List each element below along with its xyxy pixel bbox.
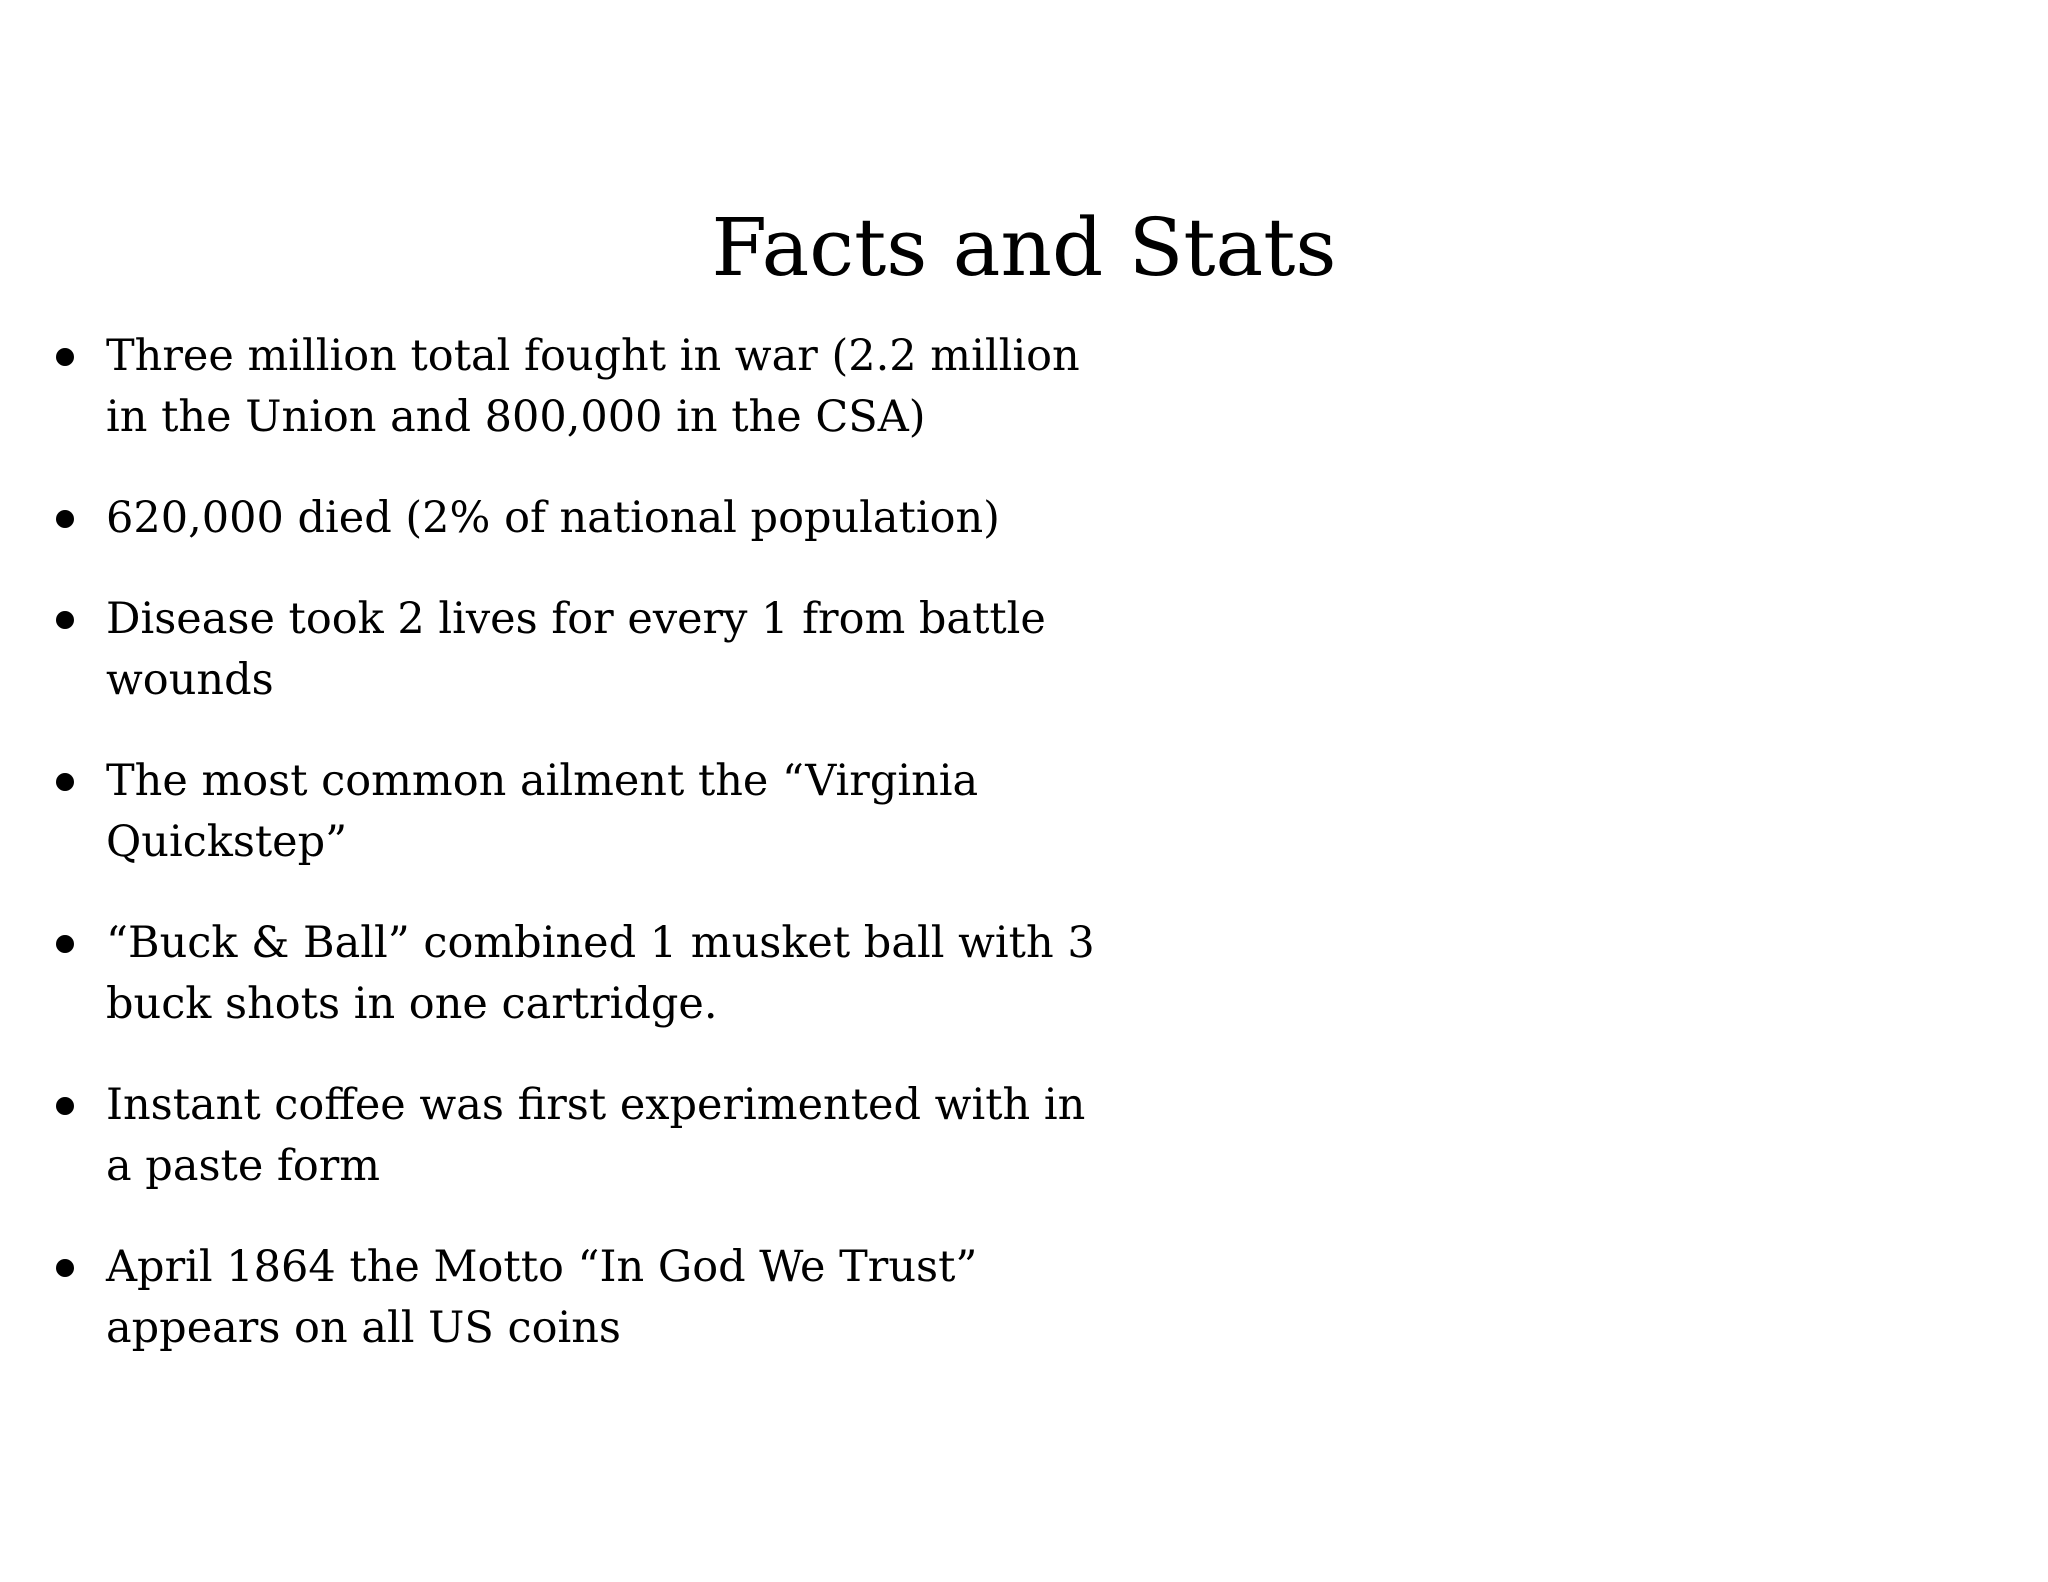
bullet-text: Instant coffee was first experimented with in a paste form xyxy=(106,1080,1086,1191)
bullet-item xyxy=(50,326,1100,448)
bullet-item xyxy=(50,751,1100,873)
bullet-dot-icon xyxy=(56,1097,74,1115)
bullet-item xyxy=(50,488,1100,549)
bullet-text: “Buck & Ball” combined 1 musket ball with 3 buck shots in one cartridge. xyxy=(106,918,1095,1029)
bullet-dot-icon xyxy=(56,935,74,953)
bullet-dot-icon xyxy=(56,348,74,366)
bullet-text: Disease took 2 lives for every 1 from battle wounds xyxy=(106,594,1046,705)
bullet-item xyxy=(50,1237,1100,1359)
bullet-dot-icon xyxy=(56,611,74,629)
bullet-dot-icon xyxy=(56,510,74,528)
bullet-item xyxy=(50,1075,1100,1197)
bullet-text: The most common ailment the “Virginia Quickstep” xyxy=(106,756,979,867)
bullet-item xyxy=(50,913,1100,1035)
slide-title: Facts and Stats xyxy=(711,201,1337,294)
bullet-text: 620,000 died (2% of national population) xyxy=(106,493,1000,543)
bullet-text: Three million total fought in war (2.2 million in the Union and 800,000 in the CSA) xyxy=(106,331,1080,442)
bullet-dot-icon xyxy=(56,1259,74,1277)
bullet-dot-icon xyxy=(56,773,74,791)
bullet-text: April 1864 the Motto “In God We Trust” appears on all US coins xyxy=(106,1242,978,1353)
bullet-list xyxy=(50,326,1100,1399)
bullet-item xyxy=(50,589,1100,711)
